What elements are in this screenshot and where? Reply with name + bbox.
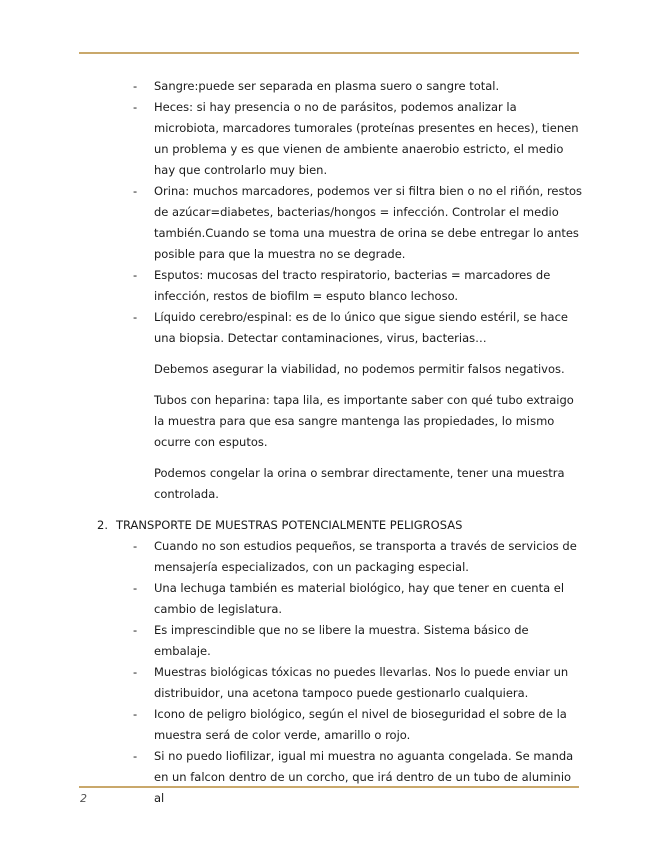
paragraph: Podemos congelar la orina o sembrar directamente, tener una muestra controlada. [154, 466, 565, 501]
section-title: TRANSPORTE DE MUESTRAS POTENCIALMENTE PELIGROSAS [116, 518, 463, 532]
list-item: - Si no puedo liofilizar, igual mi muestra no aguanta congelada. Se manda en un falcon dentro de un corcho, que irá dentro de un tubo de aluminio al [0, 746, 655, 809]
sample-types-list [0, 76, 655, 349]
page-content [0, 76, 655, 809]
paragraph: Tubos con heparina: tapa lila, es importante saber con qué tubo extraigo la muestra para que esa sangre mantenga las propiedades, lo mismo ocurre con esputos. [154, 393, 574, 449]
list-item: - Una lechuga también es material biológico, hay que tener en cuenta el cambio de legislatura. [0, 578, 655, 620]
footer-rule [79, 786, 579, 788]
header-rule [79, 52, 579, 54]
list-item: - Esputos: mucosas del tracto respiratorio, bacterias = marcadores de infección, restos de biofilm = esputo blanco lechoso. [0, 265, 655, 307]
list-item: - Es imprescindible que no se libere la muestra. Sistema básico de embalaje. [0, 620, 655, 662]
page-number: 2 [80, 792, 87, 805]
transport-list [0, 536, 655, 809]
list-item: - Sangre:puede ser separada en plasma suero o sangre total. [0, 76, 655, 97]
list-item: - Icono de peligro biológico, según el nivel de bioseguridad el sobre de la muestra será de color verde, amarillo o rojo. [0, 704, 655, 746]
paragraph: Debemos asegurar la viabilidad, no podemos permitir falsos negativos. [154, 362, 565, 376]
list-item: - Cuando no son estudios pequeños, se transporta a través de servicios de mensajería especializados, con un packaging especial. [0, 536, 655, 578]
section-number: 2. [97, 518, 108, 532]
list-item: - Líquido cerebro/espinal: es de lo único que sigue siendo estéril, se hace una biopsia. Detectar contaminaciones, virus, bacterias… [0, 307, 655, 349]
list-item: - Heces: si hay presencia o no de parásitos, podemos analizar la microbiota, marcadores tumorales (proteínas presentes en heces), tienen un problema y es que vienen de ambiente anaerobio estricto, el medio hay que controlarlo muy bien. [0, 97, 655, 181]
section-heading [0, 515, 655, 536]
list-item: - Muestras biológicas tóxicas no puedes llevarlas. Nos lo puede enviar un distribuidor, una acetona tampoco puede gestionarlo cualquiera. [0, 662, 655, 704]
list-item: - Orina: muchos marcadores, podemos ver si filtra bien o no el riñón, restos de azúcar=diabetes, bacterias/hongos = infección. Controlar el medio también.Cuando se toma una muestra de orina se debe entregar lo antes posible para que la muestra no se degrade. [0, 181, 655, 265]
